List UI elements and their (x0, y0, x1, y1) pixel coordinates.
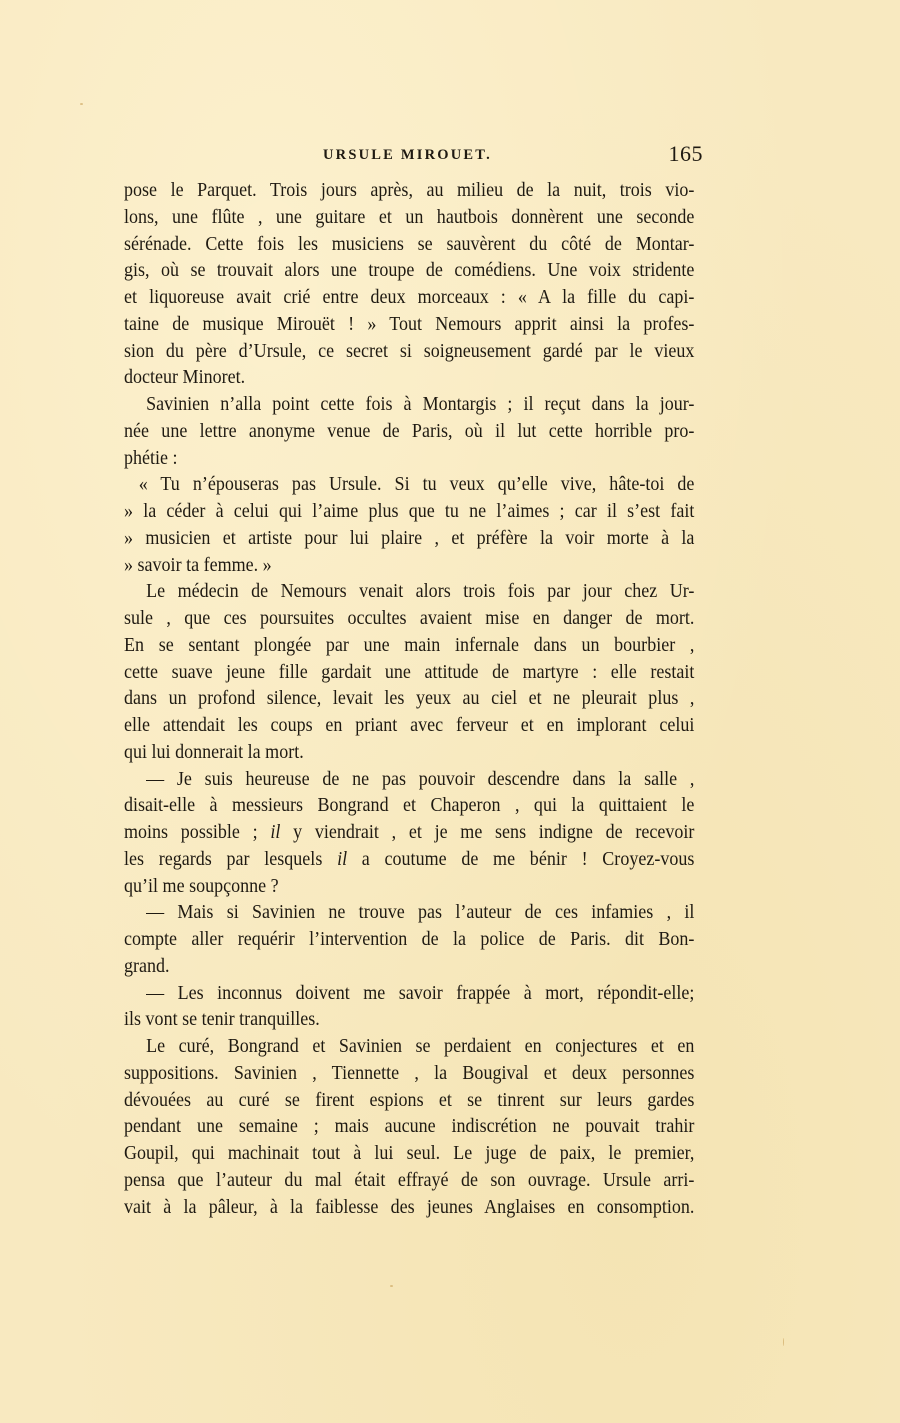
text-line: » savoir ta femme. » (124, 554, 272, 576)
text-line: cette suave jeune fille gardait une attitude de martyre : elle restait (124, 661, 695, 683)
text-line: qu’il me soupçonne ? (124, 875, 279, 897)
text-line: vait à la pâleur, à la faiblesse des jeunes Anglaises en consomption. (124, 1196, 695, 1218)
text-line: pendant une semaine ; mais aucune indiscrétion ne pouvait trahir (124, 1116, 695, 1138)
text-line: sérénade. Cette fois les musiciens se sauvèrent du côté de Montar- (124, 233, 695, 255)
running-title: URSULE MIROUET. (323, 147, 492, 163)
text-line: disait-elle à messieurs Bongrand et Chaperon , qui la quittaient le (124, 795, 695, 817)
text-line: ils vont se tenir tranquilles. (124, 1009, 320, 1031)
text-line: phétie : (124, 447, 178, 469)
text-line: — Les inconnus doivent me savoir frappée à mort, répondit-elle; (146, 982, 695, 1004)
text-line: lons, une flûte , une guitare et un hautbois donnèrent une seconde (124, 206, 695, 228)
text-line: docteur Minoret. (124, 367, 246, 389)
body-text (124, 178, 694, 1221)
text-line: gis, où se trouvait alors une troupe de comédiens. Une voix stridente (124, 260, 695, 282)
text-line: — Je suis heureuse de ne pas pouvoir descendre dans la salle , (146, 768, 695, 790)
paper-speck (390, 1285, 393, 1287)
paper-speck (783, 1338, 784, 1346)
paper-speck (80, 103, 83, 105)
text-line: » la céder à celui qui l’aime plus que tu ne l’aimes ; car il s’est fait (124, 501, 695, 522)
text-line: moins possible ; il y viendrait , et je me sens indigne de recevoir (124, 822, 695, 843)
text-line: sule , que ces poursuites occultes avaient mise en danger de mort. (124, 608, 695, 629)
text-line: les regards par lesquels il a coutume de me bénir ! Croyez-vous (124, 848, 695, 870)
text-line: Goupil, qui machinait tout à lui seul. Le juge de paix, le premier, (124, 1143, 695, 1164)
text-line: taine de musique Mirouët ! » Tout Nemours apprit ainsi la profes- (124, 313, 695, 335)
text-line: En se sentant plongée par une main infernale dans un bourbier , (124, 634, 695, 656)
text-line: pensa que l’auteur du mal était effrayé de son ouvrage. Ursule arri- (124, 1169, 695, 1191)
text-line: suppositions. Savinien , Tiennette , la Bougival et deux personnes (124, 1062, 695, 1084)
running-head (123, 141, 703, 171)
text-line: qui lui donnerait la mort. (124, 741, 304, 763)
text-line: compte aller requérir l’intervention de la police de Paris. dit Bon- (124, 929, 695, 950)
text-line: « Tu n’épouseras pas Ursule. Si tu veux qu’elle vive, hâte-toi de (138, 474, 695, 496)
text-line: Le médecin de Nemours venait alors trois fois par jour chez Ur- (146, 581, 695, 603)
text-line: Le curé, Bongrand et Savinien se perdaient en conjectures et en (146, 1036, 695, 1057)
italic-word: il (337, 848, 348, 870)
text-line: pose le Parquet. Trois jours après, au milieu de la nuit, trois vio- (124, 180, 695, 201)
text-line: Savinien n’alla point cette fois à Montargis ; il reçut dans la jour- (146, 394, 695, 415)
text-line: sion du père d’Ursule, ce secret si soigneusement gardé par le vieux (124, 340, 695, 362)
italic-word: il (270, 822, 281, 843)
text-line: — Mais si Savinien ne trouve pas l’auteur de ces infamies , il (146, 902, 695, 924)
text-line: dans un profond silence, levait les yeux au ciel et ne pleurait plus , (124, 688, 695, 710)
text-line: née une lettre anonyme venue de Paris, où il lut cette horrible pro- (124, 420, 695, 442)
text-line: grand. (124, 955, 170, 977)
text-line: dévouées au curé se firent espions et se tinrent sur leurs gardes (124, 1089, 695, 1111)
text-line: elle attendait les coups en priant avec ferveur et en implorant celui (124, 715, 695, 736)
text-line: et liquoreuse avait crié entre deux morceaux : « A la fille du capi- (124, 287, 695, 308)
text-line: » musicien et artiste pour lui plaire , et préfère la voir morte à la (124, 527, 695, 549)
page-number: 165 (668, 141, 703, 166)
